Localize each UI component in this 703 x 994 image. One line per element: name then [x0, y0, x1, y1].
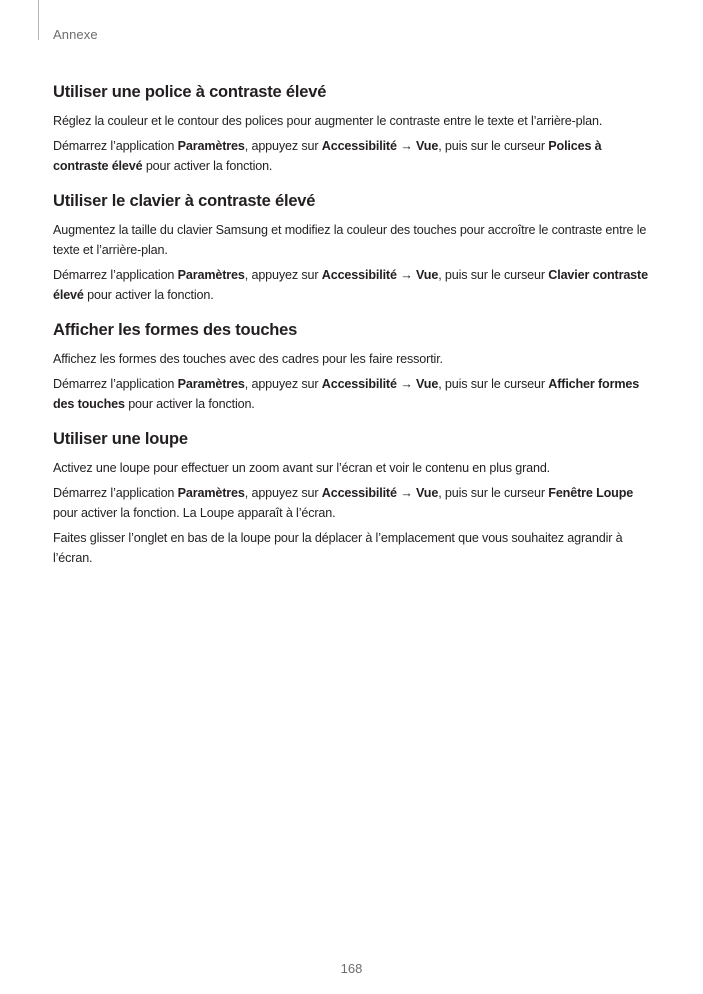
running-title: Annexe [53, 27, 98, 42]
text-run: Démarrez l’application [53, 139, 178, 153]
text-run: , appuyez sur [244, 486, 322, 500]
text-run: Démarrez l’application [53, 486, 178, 500]
ui-term: Afficher formes des touches [53, 377, 640, 411]
paragraph [53, 458, 653, 478]
ui-term: Vue [416, 139, 439, 153]
ui-term: Paramètres [177, 139, 245, 153]
section-title: Afficher les formes des touches [53, 321, 298, 339]
paragraph [53, 111, 653, 131]
ui-term: Fenêtre Loupe [548, 486, 634, 500]
text-run: , appuyez sur [244, 268, 322, 282]
text-run: → [396, 139, 416, 153]
paragraph [53, 483, 653, 523]
text-run: Affichez les formes des touches avec des cadres pour les faire ressortir. [53, 352, 443, 366]
text-run: Activez une loupe pour effectuer un zoom avant sur l’écran et voir le contenu en plus grand. [53, 461, 551, 475]
text-run: → [396, 268, 416, 282]
ui-term: Paramètres [177, 486, 245, 500]
paragraph [53, 349, 653, 369]
ui-term: Vue [416, 268, 439, 282]
section-high-contrast-keyboard [53, 192, 653, 305]
ui-term: Paramètres [177, 377, 245, 391]
paragraph [53, 136, 653, 176]
text-run: , puis sur le curseur [438, 377, 549, 391]
text-run: , puis sur le curseur [438, 139, 549, 153]
paragraph [53, 374, 653, 414]
ui-term: Paramètres [177, 268, 245, 282]
text-run: Démarrez l’application [53, 377, 178, 391]
text-run: → [396, 486, 416, 500]
text-run: Réglez la couleur et le contour des polices pour augmenter le contraste entre le texte et l’arrière-plan. [53, 114, 603, 128]
ui-term: Vue [416, 377, 439, 391]
ui-term: Polices à contraste élevé [53, 139, 602, 173]
section-key-shapes [53, 321, 653, 414]
section-high-contrast-font [53, 83, 653, 176]
ui-term: Clavier contraste élevé [53, 268, 648, 302]
page-number: 168 [340, 961, 363, 976]
text-run: Faites glisser l’onglet en bas de la loupe pour la déplacer à l’emplacement que vous souhaitez agrandir à l’écran. [53, 531, 623, 565]
text-run: Augmentez la taille du clavier Samsung et modifiez la couleur des touches pour accroître le contraste entre le texte et l’arrière-plan. [53, 223, 647, 257]
text-run: , appuyez sur [244, 139, 322, 153]
text-run: pour activer la fonction. [124, 397, 255, 411]
ui-term: Accessibilité [321, 377, 397, 391]
ui-term: Accessibilité [321, 486, 397, 500]
text-run: Démarrez l’application [53, 268, 178, 282]
text-run: , appuyez sur [244, 377, 322, 391]
section-magnifier [53, 430, 653, 568]
document-body [53, 83, 653, 573]
ui-term: Accessibilité [321, 268, 397, 282]
text-run: pour activer la fonction. La Loupe apparaît à l’écran. [53, 506, 336, 520]
text-run: pour activer la fonction. [142, 159, 273, 173]
ui-term: Accessibilité [321, 139, 397, 153]
ui-term: Vue [416, 486, 439, 500]
text-run: → [396, 377, 416, 391]
text-run: , puis sur le curseur [438, 486, 549, 500]
section-title: Utiliser le clavier à contraste élevé [53, 192, 316, 210]
margin-rule [38, 0, 39, 40]
paragraph [53, 265, 653, 305]
section-title: Utiliser une police à contraste élevé [53, 83, 327, 101]
text-run: , puis sur le curseur [438, 268, 549, 282]
paragraph [53, 528, 653, 568]
paragraph [53, 220, 653, 260]
text-run: pour activer la fonction. [83, 288, 214, 302]
section-title: Utiliser une loupe [53, 430, 188, 448]
